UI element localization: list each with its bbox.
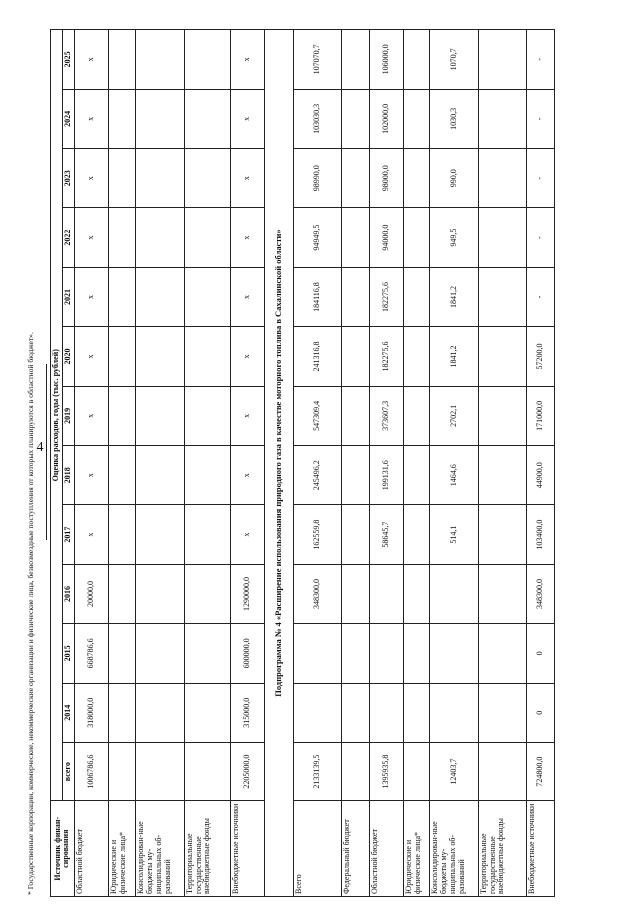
value-cell <box>184 386 230 445</box>
value-cell <box>108 564 136 623</box>
value-cell <box>136 89 184 148</box>
value-cell: 547309,4 <box>293 386 341 445</box>
value-cell: 1030,3 <box>430 89 478 148</box>
value-cell: 1464,6 <box>430 446 478 505</box>
value-cell <box>184 564 230 623</box>
value-cell <box>136 30 184 90</box>
value-cell: 171000,0 <box>527 386 555 445</box>
value-cell <box>403 386 429 445</box>
value-cell: х <box>74 89 108 148</box>
value-cell <box>369 624 403 683</box>
value-cell: 2205000,0 <box>231 742 265 800</box>
value-cell <box>403 327 429 386</box>
value-cell <box>108 327 136 386</box>
header-row-2 <box>62 30 74 897</box>
year-header: 2024 <box>62 89 74 148</box>
value-cell <box>403 683 429 742</box>
value-cell <box>342 30 370 90</box>
value-cell <box>293 624 341 683</box>
value-cell: х <box>231 327 265 386</box>
table-row <box>369 30 403 897</box>
table-row <box>108 30 136 897</box>
footnote-separator <box>46 364 47 540</box>
table-row <box>342 30 370 897</box>
value-cell <box>184 327 230 386</box>
year-header: 2016 <box>62 564 74 623</box>
value-cell: х <box>74 446 108 505</box>
table-row <box>293 30 341 897</box>
value-cell <box>478 208 526 267</box>
value-cell <box>478 149 526 208</box>
value-cell <box>342 683 370 742</box>
value-cell: 20000,0 <box>74 564 108 623</box>
value-cell: 162559,8 <box>293 505 341 564</box>
value-cell: 184116,8 <box>293 267 341 326</box>
year-header: 2014 <box>62 683 74 742</box>
value-cell: 44900,0 <box>527 446 555 505</box>
table-row <box>231 30 265 897</box>
value-cell <box>184 446 230 505</box>
value-cell: 373607,3 <box>369 386 403 445</box>
value-cell: 57200,0 <box>527 327 555 386</box>
value-cell: х <box>231 208 265 267</box>
value-cell <box>369 683 403 742</box>
value-cell <box>369 564 403 623</box>
value-cell <box>108 208 136 267</box>
value-cell <box>478 446 526 505</box>
source-cell: Территориальные государственные внебюджетные фонды <box>478 801 526 897</box>
value-cell <box>403 564 429 623</box>
total-header: всего <box>62 742 74 800</box>
value-cell <box>430 564 478 623</box>
value-cell <box>342 624 370 683</box>
value-cell: 103030,3 <box>293 89 341 148</box>
subprogram-row <box>265 30 294 897</box>
value-cell: 182275,6 <box>369 267 403 326</box>
value-cell: х <box>74 505 108 564</box>
value-cell <box>184 149 230 208</box>
value-cell <box>108 446 136 505</box>
value-cell <box>136 505 184 564</box>
value-cell <box>403 149 429 208</box>
value-cell <box>478 742 526 800</box>
value-cell: 107070,7 <box>293 30 341 90</box>
source-cell: Всего <box>293 801 341 897</box>
value-cell: х <box>74 149 108 208</box>
value-cell <box>184 683 230 742</box>
value-cell: 949,5 <box>430 208 478 267</box>
year-header: 2018 <box>62 446 74 505</box>
value-cell <box>403 742 429 800</box>
value-cell: х <box>231 446 265 505</box>
value-cell <box>342 742 370 800</box>
value-cell: 1290000,0 <box>231 564 265 623</box>
value-cell: 58645,7 <box>369 505 403 564</box>
value-cell: 1006786,6 <box>74 742 108 800</box>
value-cell <box>430 624 478 683</box>
value-cell <box>136 149 184 208</box>
table-row <box>478 30 526 897</box>
value-cell: 94949,5 <box>293 208 341 267</box>
year-header: 2021 <box>62 267 74 326</box>
value-cell <box>184 624 230 683</box>
value-cell: - <box>527 208 555 267</box>
value-cell: 1395935,8 <box>369 742 403 800</box>
value-cell <box>136 446 184 505</box>
value-cell: х <box>74 208 108 267</box>
value-cell <box>342 505 370 564</box>
table-row <box>403 30 429 897</box>
value-cell <box>478 386 526 445</box>
value-cell: 348300,0 <box>293 564 341 623</box>
value-cell: х <box>231 386 265 445</box>
source-cell: Областной бюджет <box>369 801 403 897</box>
value-cell: 2133139,5 <box>293 742 341 800</box>
value-cell <box>108 683 136 742</box>
value-cell <box>478 683 526 742</box>
value-cell <box>342 327 370 386</box>
value-cell <box>403 208 429 267</box>
value-cell: 98000,0 <box>369 149 403 208</box>
value-cell: х <box>74 327 108 386</box>
value-cell <box>184 30 230 90</box>
value-cell <box>342 446 370 505</box>
value-cell <box>430 683 478 742</box>
value-cell: 103400,0 <box>527 505 555 564</box>
source-cell: Внебюджетные источники <box>231 801 265 897</box>
value-cell: - <box>527 267 555 326</box>
value-cell: - <box>527 30 555 90</box>
value-cell <box>342 564 370 623</box>
table-row <box>136 30 184 897</box>
value-cell <box>342 267 370 326</box>
table-row <box>430 30 478 897</box>
value-cell <box>108 505 136 564</box>
value-cell <box>403 30 429 90</box>
value-cell <box>184 89 230 148</box>
value-cell: 600000,0 <box>231 624 265 683</box>
value-cell <box>403 446 429 505</box>
value-cell <box>108 742 136 800</box>
source-cell: Территориальные государственные внебюджетные фонды <box>184 801 230 897</box>
value-cell: 348300,0 <box>527 564 555 623</box>
value-cell <box>136 208 184 267</box>
page-number: 4 <box>36 440 44 455</box>
subprogram-title: Подпрограмма № 4 «Расширение использования природного газа в качестве моторного топлива в Сахалинской области» <box>265 30 294 897</box>
value-cell <box>403 267 429 326</box>
header-row-1 <box>51 30 63 897</box>
year-header: 2017 <box>62 505 74 564</box>
year-header: 2022 <box>62 208 74 267</box>
value-cell: х <box>74 386 108 445</box>
value-cell: х <box>74 30 108 90</box>
value-cell <box>136 624 184 683</box>
value-cell <box>184 742 230 800</box>
value-cell: 0 <box>527 624 555 683</box>
value-cell: 1841,2 <box>430 267 478 326</box>
value-cell <box>478 624 526 683</box>
value-cell <box>136 327 184 386</box>
value-cell: 94000,0 <box>369 208 403 267</box>
value-cell <box>108 149 136 208</box>
value-cell <box>342 89 370 148</box>
value-cell <box>136 742 184 800</box>
value-cell <box>478 267 526 326</box>
value-cell <box>342 208 370 267</box>
year-header: 2025 <box>62 30 74 90</box>
estimate-header: Оценка расходов, годы (тыс. рублей) <box>51 30 63 801</box>
year-header: 2019 <box>62 386 74 445</box>
value-cell <box>108 386 136 445</box>
table-row <box>74 30 108 897</box>
value-cell: 1070,7 <box>430 30 478 90</box>
value-cell: 182275,6 <box>369 327 403 386</box>
value-cell <box>108 624 136 683</box>
value-cell <box>108 267 136 326</box>
value-cell: 102000,0 <box>369 89 403 148</box>
source-cell: Областной бюджет <box>74 801 108 897</box>
source-cell: Внебюджетные источники <box>527 801 555 897</box>
value-cell: х <box>74 267 108 326</box>
value-cell <box>478 89 526 148</box>
value-cell: 668786,6 <box>74 624 108 683</box>
value-cell: - <box>527 149 555 208</box>
rotated-table-wrapper <box>50 29 555 897</box>
value-cell <box>403 89 429 148</box>
value-cell <box>184 208 230 267</box>
value-cell: 106000,0 <box>369 30 403 90</box>
year-header: 2020 <box>62 327 74 386</box>
value-cell <box>342 386 370 445</box>
value-cell <box>136 683 184 742</box>
value-cell: 0 <box>527 683 555 742</box>
source-cell: Консолидирован-ные бюджеты му-ниципальных об-разований <box>136 801 184 897</box>
value-cell: 245496,2 <box>293 446 341 505</box>
source-cell: Федеральный бюджет <box>342 801 370 897</box>
value-cell <box>136 386 184 445</box>
value-cell <box>478 30 526 90</box>
value-cell: 990,0 <box>430 149 478 208</box>
value-cell: - <box>527 89 555 148</box>
value-cell <box>478 505 526 564</box>
value-cell: х <box>231 149 265 208</box>
value-cell <box>403 624 429 683</box>
value-cell: 1841,2 <box>430 327 478 386</box>
value-cell: 98990,0 <box>293 149 341 208</box>
value-cell <box>478 327 526 386</box>
value-cell <box>136 267 184 326</box>
value-cell: 315000,0 <box>231 683 265 742</box>
value-cell <box>108 30 136 90</box>
value-cell: х <box>231 89 265 148</box>
value-cell <box>478 564 526 623</box>
value-cell: 2702,1 <box>430 386 478 445</box>
value-cell: 199131,6 <box>369 446 403 505</box>
value-cell: 514,1 <box>430 505 478 564</box>
value-cell <box>293 683 341 742</box>
source-cell: Консолидирован-ные бюджеты му-ниципальных об-разований <box>430 801 478 897</box>
value-cell: 724800,0 <box>527 742 555 800</box>
value-cell: х <box>231 505 265 564</box>
value-cell: 12403,7 <box>430 742 478 800</box>
value-cell <box>136 564 184 623</box>
value-cell <box>342 149 370 208</box>
value-cell <box>184 267 230 326</box>
source-header: Источник финан-сирования <box>51 801 75 897</box>
year-header: 2023 <box>62 149 74 208</box>
expenditure-table <box>50 29 555 897</box>
value-cell: 318000,0 <box>74 683 108 742</box>
value-cell <box>403 505 429 564</box>
value-cell <box>108 89 136 148</box>
year-header: 2015 <box>62 624 74 683</box>
value-cell: х <box>231 267 265 326</box>
value-cell <box>184 505 230 564</box>
table-row <box>527 30 555 897</box>
source-cell: Юридические и физические лица* <box>108 801 136 897</box>
footnote: * Государственные корпорации, коммерческие, некоммерческие организации и физические лица, безвозмездные поступления от которых планируются в областной бюджет». <box>26 332 35 895</box>
value-cell: 241316,8 <box>293 327 341 386</box>
table-row <box>184 30 230 897</box>
value-cell: х <box>231 30 265 90</box>
source-cell: Юридические и физические лица* <box>403 801 429 897</box>
